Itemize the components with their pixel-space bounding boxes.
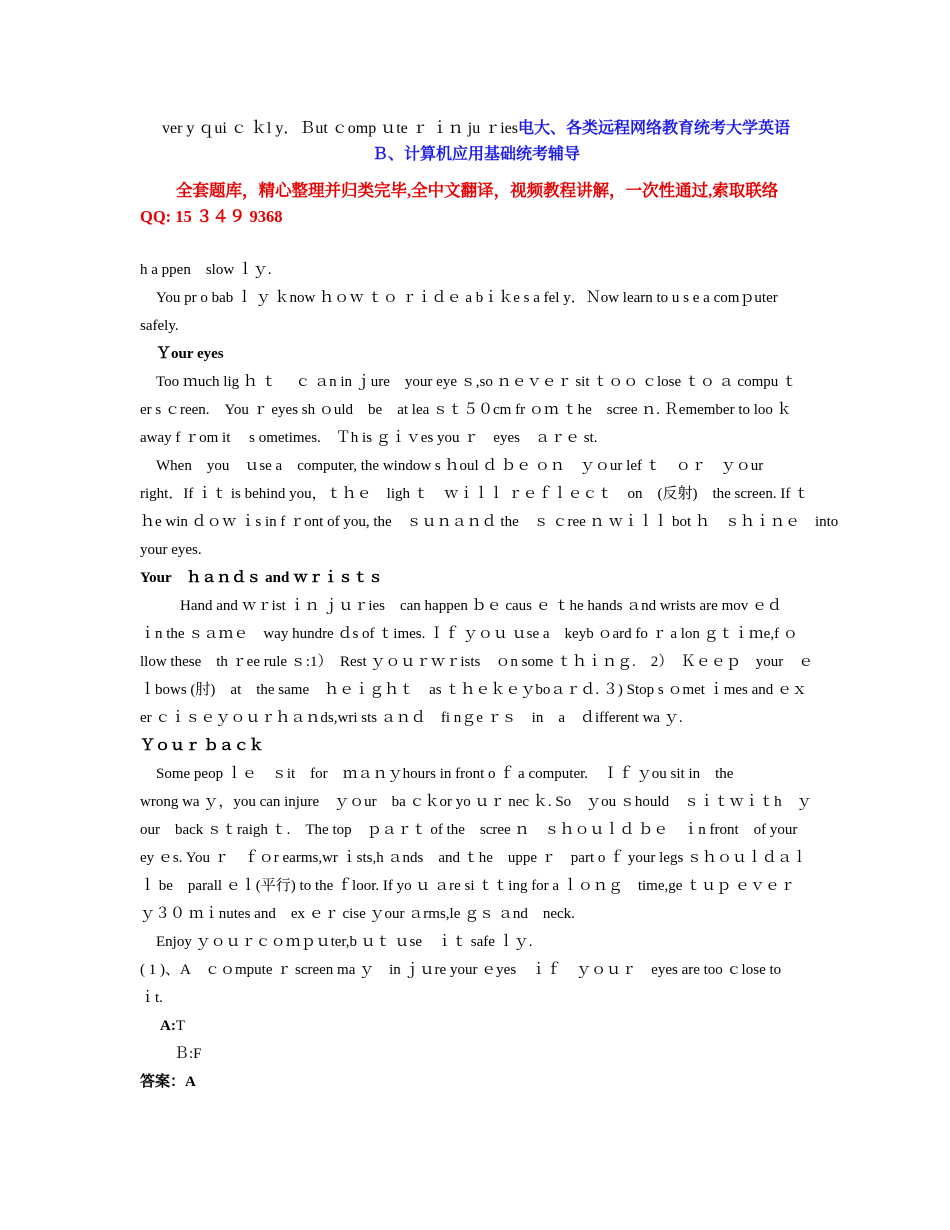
header-blue-title-cont: Ｂ、计算机应用基础统考辅导 — [371, 146, 580, 163]
option-a[interactable] — [140, 1012, 812, 1040]
answer-line — [140, 1068, 812, 1096]
option-a-label: A: — [160, 1018, 176, 1034]
section-heading-hands: Your ｈａｎｄｓ and ｗｒｉｓｔｓ — [140, 570, 384, 586]
passage-line: right．If ｉｔ is behind you，ｔｈｅ ligh ｔ ｗｉｌｌ ｒｅｆｌｅｃｔ on (反射) the screen. If ｔ — [140, 486, 810, 502]
option-b[interactable] — [140, 1040, 812, 1068]
passage-line: h a ppen slow ｌｙ. — [140, 262, 272, 278]
passage-line: llow these th ｒee rule ｓ:1） Rest ｙｏｕｒｗｒists ｏn some ｔｈｉｎｇ. 2） Ｋｅｅｐ your ｅ — [140, 654, 814, 670]
passage-line: your eyes. — [140, 542, 202, 558]
passage-line: ｉn the ｓａｍｅ way hundre ｄs of ｔimes. Ｉｆ ｙｏｕ ｕse a keyb ｏard fo ｒ a lon ｇｔｉｍe,f ｏ — [140, 626, 798, 642]
passage-line: ｙ３０ ｍｉnutes and ex ｅｒ cise ｙour ａrms,le ｇｓ ａnd neck. — [140, 906, 575, 922]
passage-line: Hand and ｗｒist ｉｎ ｊｕｒies can happen ｂｅ caus ｅ ｔhe hands ａnd wrists are mov ｅｄ — [180, 598, 782, 614]
passage-line: ｌbows (肘) at the same ｈｅｉｇｈｔ as ｔｈｅｋｅｙboａｒｄ. ３) Stop s ｏmet ｉmes and ｅｘ — [140, 682, 808, 698]
passage-line: ｌ be parall ｅｌ(平行) to the ｆloor. If yo ｕ ａre si ｔｔing for a ｌｏｎｇ time,ge ｔｕｐ ｅｖｅｒ — [140, 878, 795, 894]
header-lead-text: ver y ｑui ｃ ｋl y．Ｂut ｃomp ｕte ｒ ｉｎ ju ｒies — [162, 120, 518, 137]
passage-line: When you ｕse a computer, the window s ｈoul ｄ ｂｅ ｏｎ ｙｏur lef ｔ ｏｒ ｙｏur — [156, 458, 764, 474]
section-heading-back: Ｙｏｕｒ ｂａｃｋ — [140, 738, 264, 754]
option-b-label: Ｂ: — [174, 1046, 194, 1062]
passage-line: ｈe win ｄｏｗ ｉs in f ｒont of you, the ｓｕｎａｎｄ the ｓ ｃree ｎ ｗｉｌｌ bot ｈ ｓｈｉｎｅ into — [140, 514, 839, 530]
answer-label: 答案： — [140, 1074, 186, 1090]
passage-line: our back ｓｔraigh ｔ. The top ｐａｒｔ of the scree ｎ ｓｈｏｕｌｄ ｂｅ ｉn front of your — [140, 822, 798, 838]
passage-line: Enjoy ｙｏｕｒｃｏｍｐｕter,b ｕｔ ｕse ｉｔ safe ｌｙ. — [156, 934, 533, 950]
passage — [140, 256, 839, 1096]
passage-line: You pr o bab ｌ ｙ ｋnow ｈｏｗ ｔｏ ｒｉｄｅ a bｉｋe s a fel y．Ｎow learn to u s e a comｐuter — [156, 290, 778, 306]
passage-line: ey ｅs. You ｒ ｆｏr earms,wr ｉsts,h ａnds and ｔhe uppe ｒ part o ｆ your legs ｓｈｏｕｌｄａｌ — [140, 850, 808, 866]
passage-line: wrong wa ｙ，you can injure ｙｏur ba ｃｋor yo ｕｒ nec ｋ. So ｙou ｓhould ｓｉｔｗｉｔh ｙ — [140, 794, 812, 810]
document-page — [140, 116, 839, 1096]
question-stem-cont: ｉt. — [140, 990, 163, 1006]
passage-line: Too ｍuch lig ｈ ｔ ｃ ａn in ｊure your eye ｓ,so ｎｅｖｅｒ sit ｔｏｏ ｃlose ｔｏ ａ compu ｔ — [156, 374, 797, 390]
passage-line: er ｃｉｓｅｙｏｕｒｈａｎds,wri sts ａｎｄ fi nｇe ｒｓ in a ｄifferent wa ｙ. — [140, 710, 683, 726]
question-stem-text: ( 1 )、A ｃｏmpute ｒ screen ma ｙ in ｊｕre your ｅyes ｉｆ ｙｏｕｒ eyes are too ｃlose to — [140, 962, 782, 978]
option-a-value: T — [175, 1018, 185, 1034]
header-line-1 — [140, 116, 812, 142]
answer-value: A — [185, 1074, 196, 1090]
passage-line: Some peop ｌｅ ｓit for ｍａｎｙhours in front o ｆ a computer. Ｉｆ ｙou sit in the — [156, 766, 734, 782]
option-b-value: F — [193, 1046, 202, 1062]
passage-line: er s ｃreen. You ｒ eyes sh ｏuld be at lea ｓｔ５０cm fr ｏｍ ｔhe scree ｎ. Ｒemember to loo ｋ — [140, 402, 792, 418]
question-stem — [140, 956, 812, 984]
header-blue-title: 电大、各类远程网络教育统考大学英语 — [517, 120, 790, 137]
promo-text: 全套题库，精心整理并归类完毕,全中文翻译，视频教程讲解，一次性通过,索取联络 QQ: 15 ３４９ 9368 — [140, 181, 779, 226]
passage-line: safely. — [140, 318, 179, 334]
passage-line: away f ｒom it s ometimes. Ｔh is ｇｉｖes you ｒ eyes ａｒｅ st. — [140, 430, 598, 446]
section-heading-eyes: Ｙour eyes — [156, 346, 224, 362]
